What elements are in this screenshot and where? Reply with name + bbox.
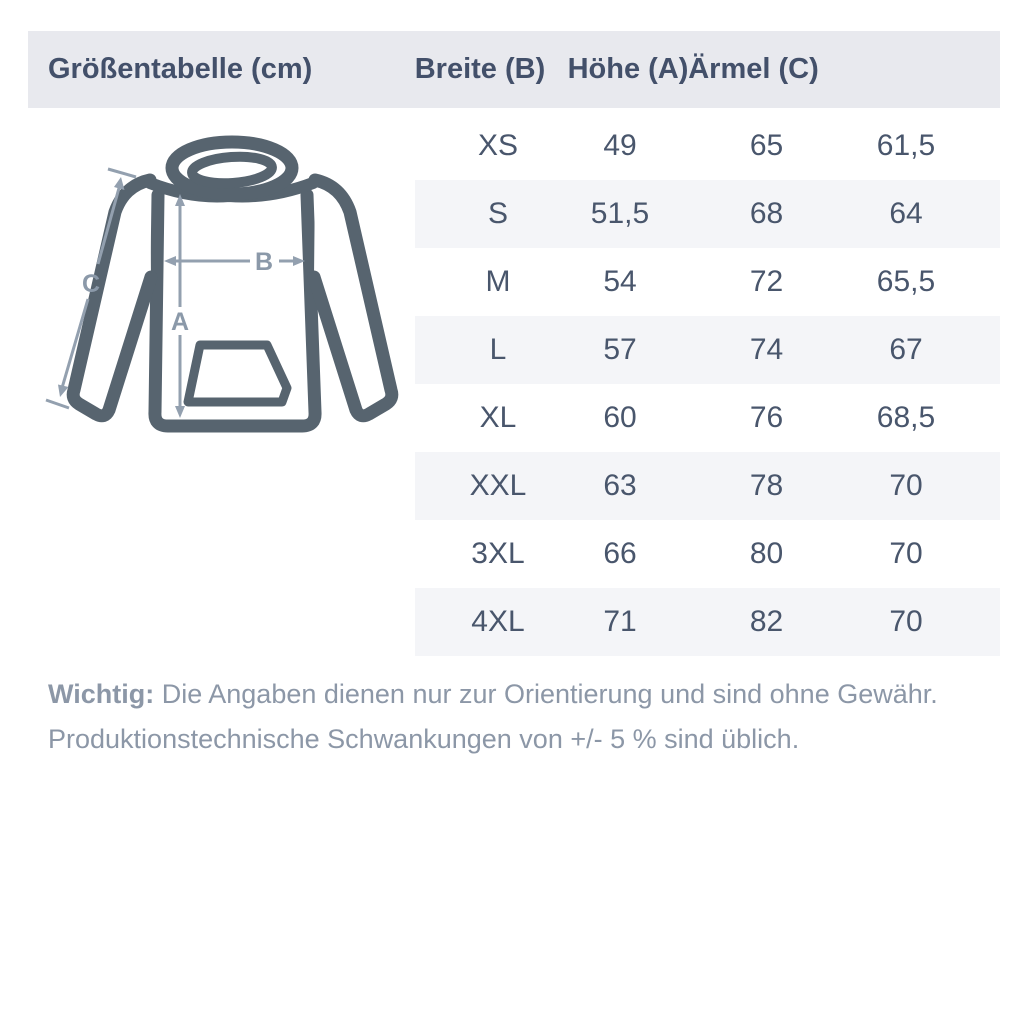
dimension-label-b: B xyxy=(254,248,274,276)
hoodie-right-sleeve xyxy=(314,180,392,416)
size-label: XS xyxy=(477,129,519,162)
column-header-breite: Breite (B) xyxy=(414,53,546,85)
breite-value: 71 xyxy=(603,605,637,638)
table-row-xl xyxy=(415,384,1000,452)
dimension-c-arrowhead-top xyxy=(114,177,125,190)
aermel-value: 61,5 xyxy=(876,129,936,162)
breite-value: 60 xyxy=(603,401,637,434)
aermel-value: 70 xyxy=(889,537,923,570)
breite-value: 54 xyxy=(603,265,637,298)
dimension-label-a: A xyxy=(170,308,190,336)
table-row-3xl xyxy=(415,520,1000,588)
aermel-value: 68,5 xyxy=(876,401,936,434)
hoehe-value: 72 xyxy=(749,265,784,298)
dimension-label-c: C xyxy=(81,270,101,298)
aermel-value: 70 xyxy=(889,469,923,502)
disclaimer-line-1-text: Die Angaben dienen nur zur Orientierung und sind ohne Gewähr. xyxy=(154,679,938,709)
size-label: M xyxy=(485,265,511,298)
table-row-xs xyxy=(415,112,1000,180)
column-header-hoehe: Höhe (A) xyxy=(567,53,689,85)
hoehe-value: 76 xyxy=(749,401,784,434)
column-header-aermel: Ärmel (C) xyxy=(688,53,819,85)
table-row-s xyxy=(415,180,1000,248)
hoehe-value: 68 xyxy=(749,197,784,230)
hoodie-diagram-svg xyxy=(45,132,420,447)
hoehe-value: 74 xyxy=(749,333,784,366)
table-row-xxl xyxy=(415,452,1000,520)
aermel-value: 64 xyxy=(889,197,923,230)
dimension-c-tick-top xyxy=(108,169,136,177)
size-table xyxy=(415,112,1000,656)
size-label: S xyxy=(487,197,508,230)
size-chart-title: Größentabelle (cm) xyxy=(48,53,313,85)
hoodie-measurement-diagram xyxy=(45,132,420,447)
hoodie-pocket xyxy=(188,345,287,402)
breite-value: 57 xyxy=(603,333,637,366)
size-label: 3XL xyxy=(471,537,525,570)
breite-value: 63 xyxy=(603,469,637,502)
disclaimer-note xyxy=(48,672,968,762)
breite-value: 51,5 xyxy=(590,197,650,230)
hoehe-value: 65 xyxy=(749,129,784,162)
disclaimer-line-1 xyxy=(48,672,968,717)
size-label: XXL xyxy=(469,469,527,502)
hoehe-value: 82 xyxy=(749,605,784,638)
table-header-band xyxy=(28,31,1000,108)
disclaimer-bold-prefix: Wichtig: xyxy=(48,679,155,709)
hoehe-value: 80 xyxy=(749,537,784,570)
disclaimer-line-2: Produktionstechnische Schwankungen von +/- 5 % sind üblich. xyxy=(48,724,800,754)
breite-value: 49 xyxy=(603,129,637,162)
breite-value: 66 xyxy=(603,537,637,570)
table-row-4xl xyxy=(415,588,1000,656)
dimension-c-tick-bottom xyxy=(46,400,69,408)
hood-inner-ring xyxy=(191,154,273,186)
table-row-l xyxy=(415,316,1000,384)
size-label: 4XL xyxy=(471,605,525,638)
size-label: L xyxy=(489,333,507,366)
aermel-value: 65,5 xyxy=(876,265,936,298)
aermel-value: 67 xyxy=(889,333,923,366)
hoehe-value: 78 xyxy=(749,469,784,502)
aermel-value: 70 xyxy=(889,605,923,638)
table-row-m xyxy=(415,248,1000,316)
size-label: XL xyxy=(479,401,517,434)
